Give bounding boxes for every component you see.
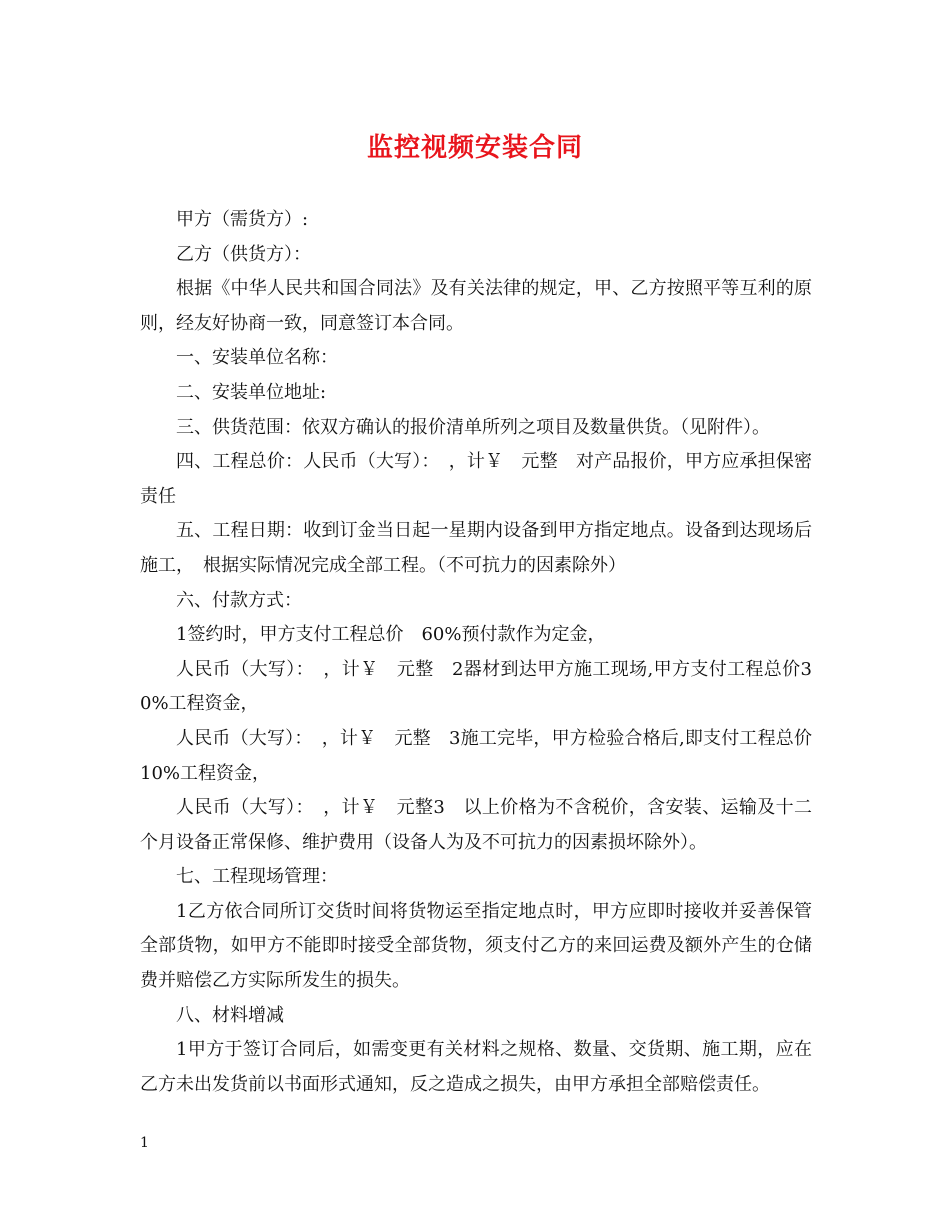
material-changes-item-1: 1甲方于签订合同后，如需变更有关材料之规格、数量、交货期、施工期，应在乙方未出发货前以书面形式通知，反之造成之损失，由甲方承担全部赔偿责任。 — [140, 1039, 812, 1095]
clause-8-material-changes: 八、材料增减 — [176, 1004, 284, 1026]
clause-6-payment-method: 六、付款方式： — [176, 589, 302, 611]
payment-price-note: 人民币（大写）： ，计￥ 元整3 以上价格为不含税价，含安装、运输及十二个月设备正常保修、维护费用（设备人为及不可抗力的因素损坏除外）。 — [140, 797, 812, 853]
payment-item-2: 人民币（大写）： ，计￥ 元整 2器材到达甲方施工现场,甲方支付工程总价30%工程资金， — [140, 658, 812, 715]
party-a-line: 甲方（需货方）: — [176, 209, 309, 230]
clause-7-site-management: 七、工程现场管理： — [176, 866, 338, 888]
site-management-item-1: 1乙方依合同所订交货时间将货物运至指定地点时，甲方应即时接收并妥善保管全部货物，如甲方不能即时接受全部货物，须支付乙方的来回运费及额外产生的仓储费并赔偿乙方实际所发生的损失。 — [140, 900, 812, 992]
preamble-paragraph: 根据《中华人民共和国合同法》及有关法律的规定，甲、乙方按照平等互利的原则，经友好协商一致，同意签订本合同。 — [140, 278, 812, 334]
clause-2-installation-unit-address: 二、安装单位地址: — [176, 381, 327, 403]
clause-3-supply-scope: 三、供货范围：依双方确认的报价清单所列之项目及数量供货。（见附件）。 — [176, 416, 770, 438]
clause-5-project-date: 五、工程日期：收到订金当日起一星期内设备到甲方指定地点。设备到达现场后施工， 根据实际情况完成全部工程。（不可抗力的因素除外） — [140, 520, 812, 576]
document-title: 监控视频安装合同 — [366, 133, 583, 163]
clause-4-total-price: 四、工程总价：人民币（大写）： ，计￥ 元整 对产品报价，甲方应承担保密责任 — [140, 451, 812, 507]
payment-item-3: 人民币（大写）： ，计￥ 元整 3施工完毕，甲方检验合格后,即支付工程总价10%工程资金， — [140, 727, 812, 784]
payment-item-1: 1签约时，甲方支付工程总价 60%预付款作为定金， — [176, 624, 606, 646]
document-body — [140, 203, 812, 1102]
party-b-line: 乙方（供货方）： — [176, 243, 311, 265]
clause-1-installation-unit-name: 一、安装单位名称： — [176, 347, 338, 369]
page-number: 1 — [140, 1135, 149, 1151]
